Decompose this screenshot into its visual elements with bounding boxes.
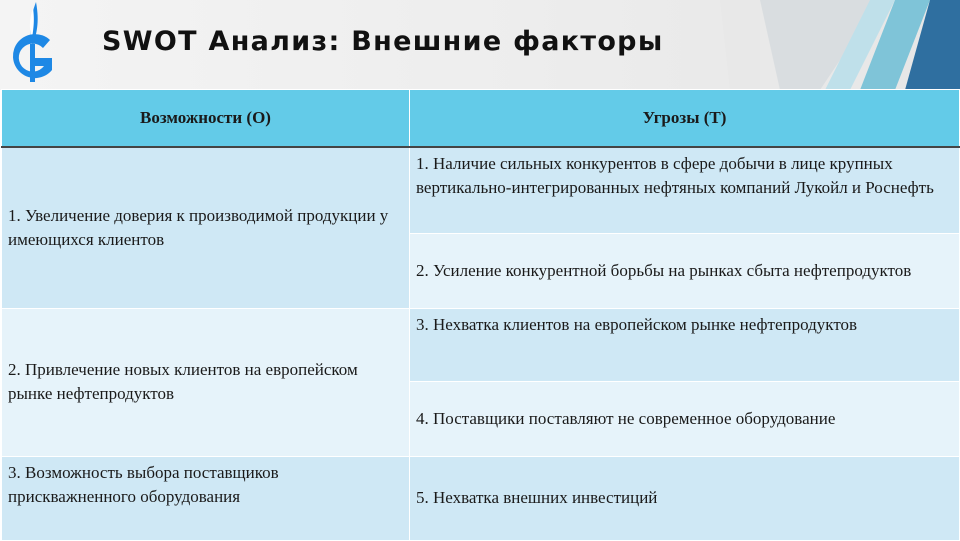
opportunity-cell: 1. Увеличение доверия к производимой продукции у имеющихся клиентов (2, 147, 410, 308)
threat-cell: 5. Нехватка внешних инвестиций (410, 456, 960, 540)
opportunity-cell: 3. Возможность выбора поставщиков прискважненного оборудования (2, 456, 410, 540)
opportunity-cell: 2. Привлечение новых клиентов на европейском рынке нефтепродуктов (2, 308, 410, 456)
table-row (2, 147, 960, 233)
swot-table (1, 89, 960, 541)
slide-header (0, 0, 960, 90)
table-header-row (2, 90, 960, 148)
column-header-opportunities: Возможности (О) (2, 90, 410, 148)
threat-cell: 2. Усиление конкурентной борьбы на рынках сбыта нефтепродуктов (410, 233, 960, 308)
threat-cell: 4. Поставщики поставляют не современное оборудование (410, 381, 960, 456)
table-row (2, 308, 960, 381)
header-decoration (720, 0, 960, 90)
page-title: SWOT Анализ: Внешние факторы (102, 26, 664, 57)
threat-cell: 1. Наличие сильных конкурентов в сфере добычи в лице крупных вертикально-интегрированных нефтяных компаний Лукойл и Роснефть (410, 147, 960, 233)
gazprom-logo-icon (0, 0, 62, 90)
table-row (2, 456, 960, 540)
threat-cell: 3. Нехватка клиентов на европейском рынке нефтепродуктов (410, 308, 960, 381)
column-header-threats: Угрозы (Т) (410, 90, 960, 148)
